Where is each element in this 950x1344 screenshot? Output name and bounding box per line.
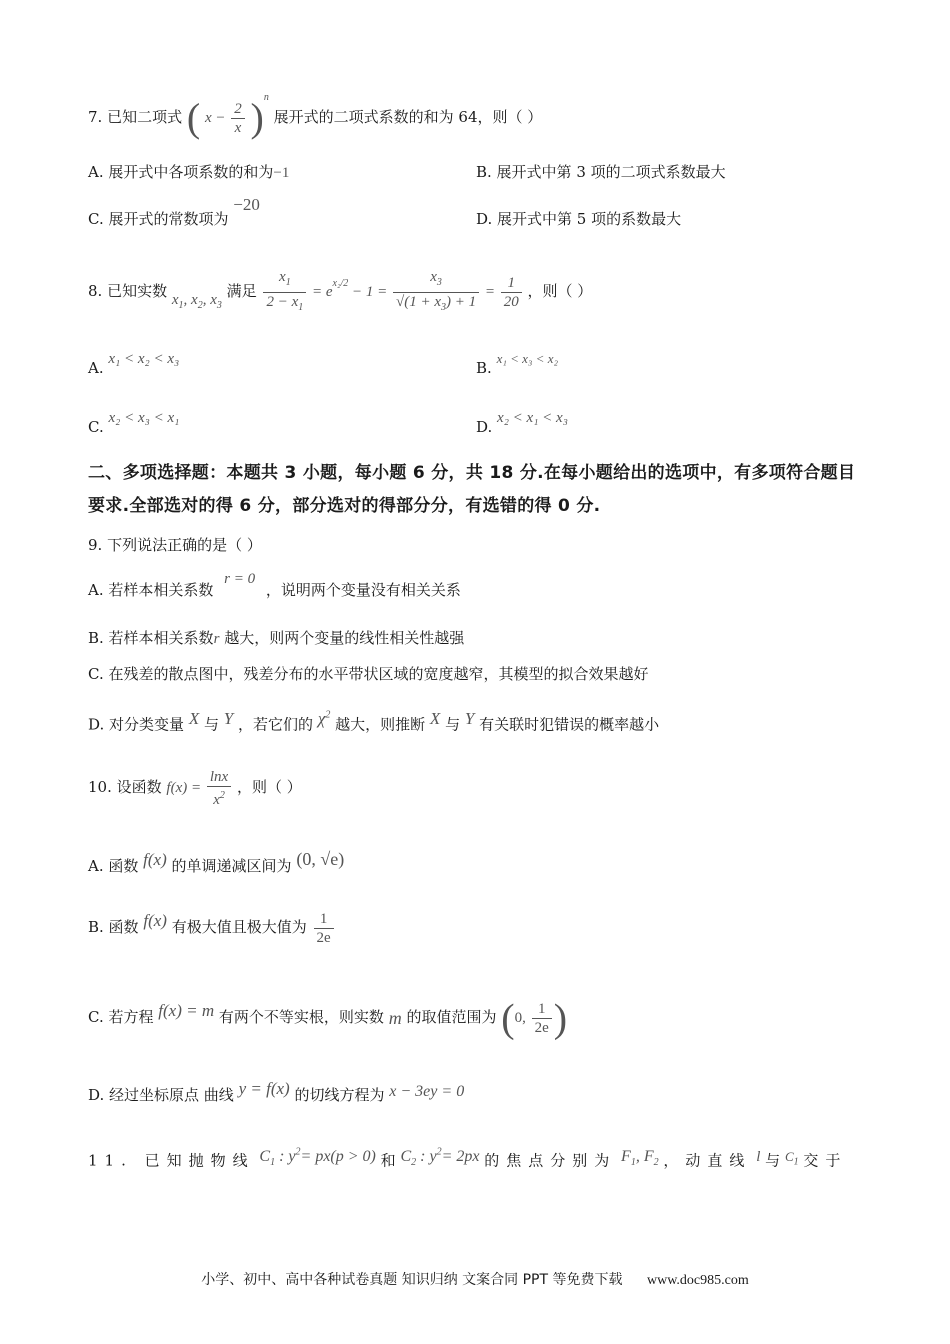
q9-option-d (88, 705, 659, 741)
q9-option-c-text: C. 在残差的散点图中，残差分布的水平带状区域的宽度越窄，其模型的拟合效果越好 (88, 665, 649, 683)
q11-end: 交于 (803, 1151, 848, 1170)
q9-option-d-mid: ，若它们的 (238, 715, 314, 734)
q10-option-d-pre: D. 经过坐标原点 曲线 (88, 1086, 234, 1104)
var-m: m (388, 1008, 402, 1028)
q10-stem-end: ，则（ ） (236, 778, 302, 796)
var-y: Y (223, 708, 234, 728)
q10-option-b (88, 903, 336, 951)
q7-option-a-value: −1 (273, 165, 290, 181)
q8-option-b (476, 343, 558, 377)
q9-r-equals-zero: r = 0 (224, 571, 256, 587)
q10-option-a (88, 848, 344, 883)
q8-option-c-label: C. (88, 418, 104, 436)
q8-stem-text: 8. 已知实数 (88, 282, 168, 300)
footer-text: 小学、初中、高中各种试卷真题 知识归纳 文案合同 PPT 等免费下载 (201, 1272, 623, 1288)
var-x: X (188, 708, 200, 728)
q8-option-b-label: B. (476, 359, 492, 377)
q11-stem-text: 11. 已知抛物线 (88, 1151, 255, 1170)
q9-option-b (88, 628, 464, 649)
q8-stem-mid: 满足 (226, 282, 257, 300)
q7-stem-end: 展开式的二项式系数的和为 64，则（ ） (273, 108, 543, 126)
q7-option-c (88, 195, 260, 229)
question-9-stem (88, 535, 262, 555)
question-8-stem (88, 262, 592, 328)
binomial-expression: x − $\frac{2}{x}$ (205, 110, 251, 126)
q11-post: ，动直线 (663, 1151, 752, 1170)
q9-option-a-post: ，说明两个变量没有相关关系 (265, 581, 461, 599)
q10-fx-b: f(x) (143, 911, 167, 930)
q10-max-value: $\frac{1}{2e}$ (314, 910, 334, 947)
q9-option-c (88, 664, 648, 684)
q10-option-b-post: 有极大值且极大值为 (171, 918, 307, 936)
exponent-n: n (263, 92, 269, 103)
section-2-heading: 二、多项选择题：本题共 3 小题，每小题 6 分，共 18 分.在每小题给出的选项中，有多项符合题目要求.全部选对的得 6 分，部分选对的得部分分，有选错的得 0 分. (88, 463, 856, 516)
q7-option-a-text: A. 展开式中各项系数的和为 (88, 163, 274, 181)
q9-option-d-post: 有关联时犯错误的概率越小 (479, 715, 660, 734)
q8-stem-end: ，则（ ） (527, 282, 593, 300)
q8-option-b-expr: x₁ < x₃ < x₂ (496, 351, 558, 366)
q8-option-d (476, 402, 568, 436)
q9-and-2: 与 (445, 715, 461, 734)
parabola-c1: $C_1$ : $y^2= px(p > 0)$ (259, 1147, 376, 1169)
q8-option-a-expr: x₁ < x₂ < x₃ (108, 351, 180, 367)
q10-option-c (88, 992, 567, 1043)
q10-option-d-post: 的切线方程为 (294, 1086, 385, 1104)
q9-option-d-mid2: 越大，则推断 (335, 715, 426, 734)
q8-condition: $\frac{x_1}{2 - x_1}$ = $e^{x_2/2} - 1$ = $\frac{x_3}{√(1 + x_3) + 1}$ = $\frac{1}{20}$ (261, 284, 527, 300)
q10-function-def: f(x) = $\frac{\ln x}{x^2}$ (166, 780, 237, 796)
chi-squared: $\chi^2$ (317, 708, 331, 728)
page-footer (0, 1269, 950, 1289)
q9-option-a-pre: A. 若样本相关系数 (88, 581, 214, 599)
q7-option-b (476, 162, 726, 182)
q8-option-c (88, 402, 180, 436)
q8-option-d-label: D. (476, 418, 493, 436)
q9-and-1: 与 (203, 715, 219, 734)
q10-option-c-post: 的取值范围为 (406, 1008, 497, 1026)
q7-option-a (88, 162, 289, 183)
q10-tangent-line: x − 3ey = 0 (389, 1083, 465, 1100)
q10-option-a-post: 的单调递减区间为 (171, 857, 292, 875)
q9-option-b-pre: B. 若样本相关系数 (88, 629, 214, 647)
q9-option-d-pre: D. 对分类变量 (88, 715, 185, 734)
q9-stem-text: 9. 下列说法正确的是（ ） (88, 536, 262, 554)
curve-c1: $C_1$ (784, 1149, 799, 1168)
q11-mid: 的焦点分别为 (484, 1151, 617, 1170)
q7-option-c-value: −20 (233, 195, 260, 214)
q10-equation: f(x) = m (158, 1001, 215, 1020)
q10-option-a-pre: A. 函数 (88, 857, 139, 875)
q10-range: (0, $\frac{1}{2e}$ ) (501, 995, 568, 1041)
left-paren: ( (186, 95, 201, 140)
q10-option-c-pre: C. 若方程 (88, 1008, 154, 1026)
q10-fx: f(x) (143, 850, 167, 869)
q9-option-b-post: 越大，则两个变量的线性相关性越强 (224, 629, 465, 647)
q8-option-a-label: A. (88, 359, 104, 377)
question-7-stem (88, 88, 543, 140)
q8-option-a (88, 343, 180, 377)
q7-option-c-text: C. 展开式的常数项为 (88, 210, 229, 228)
q8-option-d-expr: x₂ < x₁ < x₃ (497, 410, 568, 426)
question-11-stem (88, 1140, 847, 1185)
q7-option-b-text: B. 展开式中第 3 项的二项式系数最大 (476, 163, 726, 181)
q7-option-d-text: D. 展开式中第 5 项的系数最大 (476, 210, 682, 228)
q7-option-d (476, 209, 681, 229)
q10-option-c-mid: 有两个不等实根，则实数 (218, 1008, 384, 1026)
q8-variables: $x_1$, $x_2$, $x_3$ (171, 292, 222, 311)
q9-option-a (88, 570, 461, 611)
q10-option-d (88, 1078, 464, 1113)
q10-curve: y = f(x) (238, 1079, 290, 1098)
question-10-stem (88, 763, 302, 812)
q11-and: 和 (380, 1151, 396, 1170)
var-x-2: X (429, 708, 441, 728)
q8-option-c-expr: x₂ < x₃ < x₁ (108, 410, 180, 426)
q11-post2: 与 (765, 1151, 781, 1170)
q10-option-b-pre: B. 函数 (88, 918, 139, 936)
q7-stem-text: 7. 已知二项式 (88, 108, 183, 126)
q10-interval-a: (0, √e) (296, 849, 345, 869)
foci: $F_1$, $F_2$ (621, 1148, 659, 1169)
q10-stem-text: 10. 设函数 (88, 778, 162, 796)
q9-r-var: r (213, 631, 220, 647)
footer-link[interactable]: www.doc985.com (646, 1273, 749, 1288)
right-paren: ) (250, 95, 264, 140)
var-y-2: Y (464, 708, 475, 728)
line-l: l (756, 1149, 761, 1166)
parabola-c2: $C_2$ : $y^2= 2px$ (400, 1147, 480, 1169)
